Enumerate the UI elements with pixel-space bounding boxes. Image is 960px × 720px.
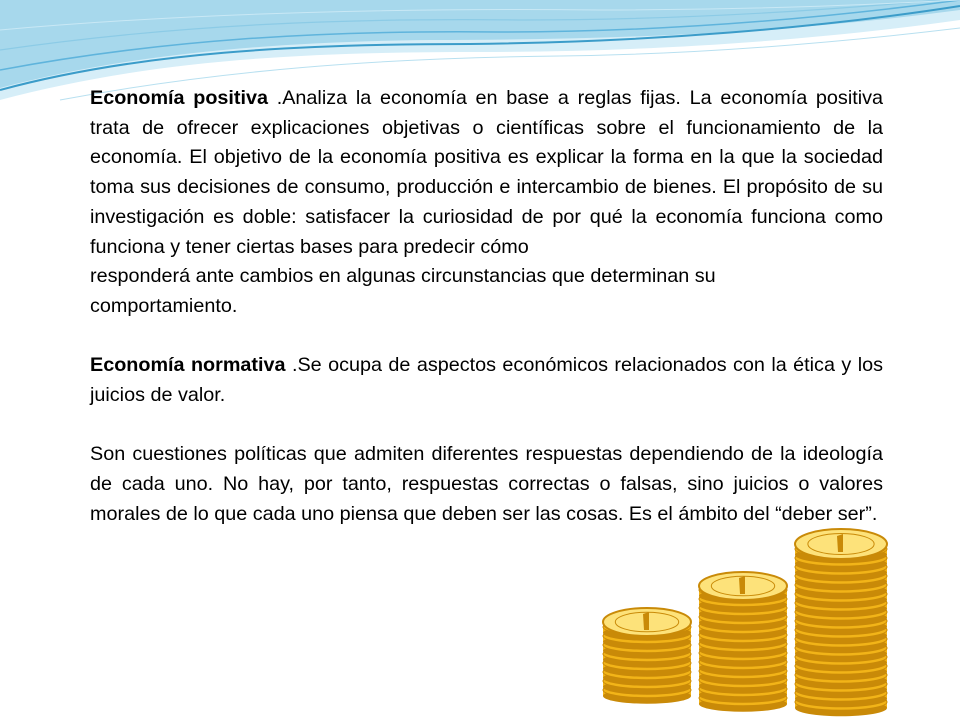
coin-emblem-mark bbox=[643, 612, 649, 630]
coin-stack-2 bbox=[699, 572, 787, 712]
text-economia-positiva: .Analiza la economía en base a reglas fijas. La economía positiva trata de ofrecer explicaciones objetivas o científicas sobre el funcionamiento de la economía. El objetivo de la economía positiva es explicar la forma en la que la sociedad toma sus decisiones de consumo, producción e intercambio de bienes. El propósito de su investigación es doble: satisfacer la curiosidad de por qué la economía funciona como funciona y tener ciertas bases para predecir cómo bbox=[90, 87, 883, 258]
paragraph-cuestiones-politicas: Son cuestiones políticas que admiten diferentes respuestas dependiendo de la ideología de cada uno. No hay, por tanto, respuestas correctas o falsas, sino juicios o valores morales de lo que cada uno piensa que deben ser las cosas. Es el ámbito del “deber ser”. bbox=[90, 443, 883, 525]
coin-stack-1 bbox=[603, 608, 691, 704]
term-economia-normativa: Economía normativa bbox=[90, 354, 286, 377]
coin-stack-3 bbox=[795, 529, 887, 716]
text-economia-positiva-line2: responderá ante cambios en algunas circunstancias que determinan su bbox=[90, 265, 716, 288]
term-economia-positiva: Economía positiva bbox=[90, 87, 269, 109]
coin-emblem-mark bbox=[837, 534, 843, 552]
coin-emblem-mark bbox=[739, 576, 745, 594]
text-economia-normativa: .Se ocupa de aspectos económicos relacionados con la ética y los juicios de valor. bbox=[90, 354, 883, 407]
text-economia-positiva-line3: comportamiento. bbox=[90, 294, 238, 317]
